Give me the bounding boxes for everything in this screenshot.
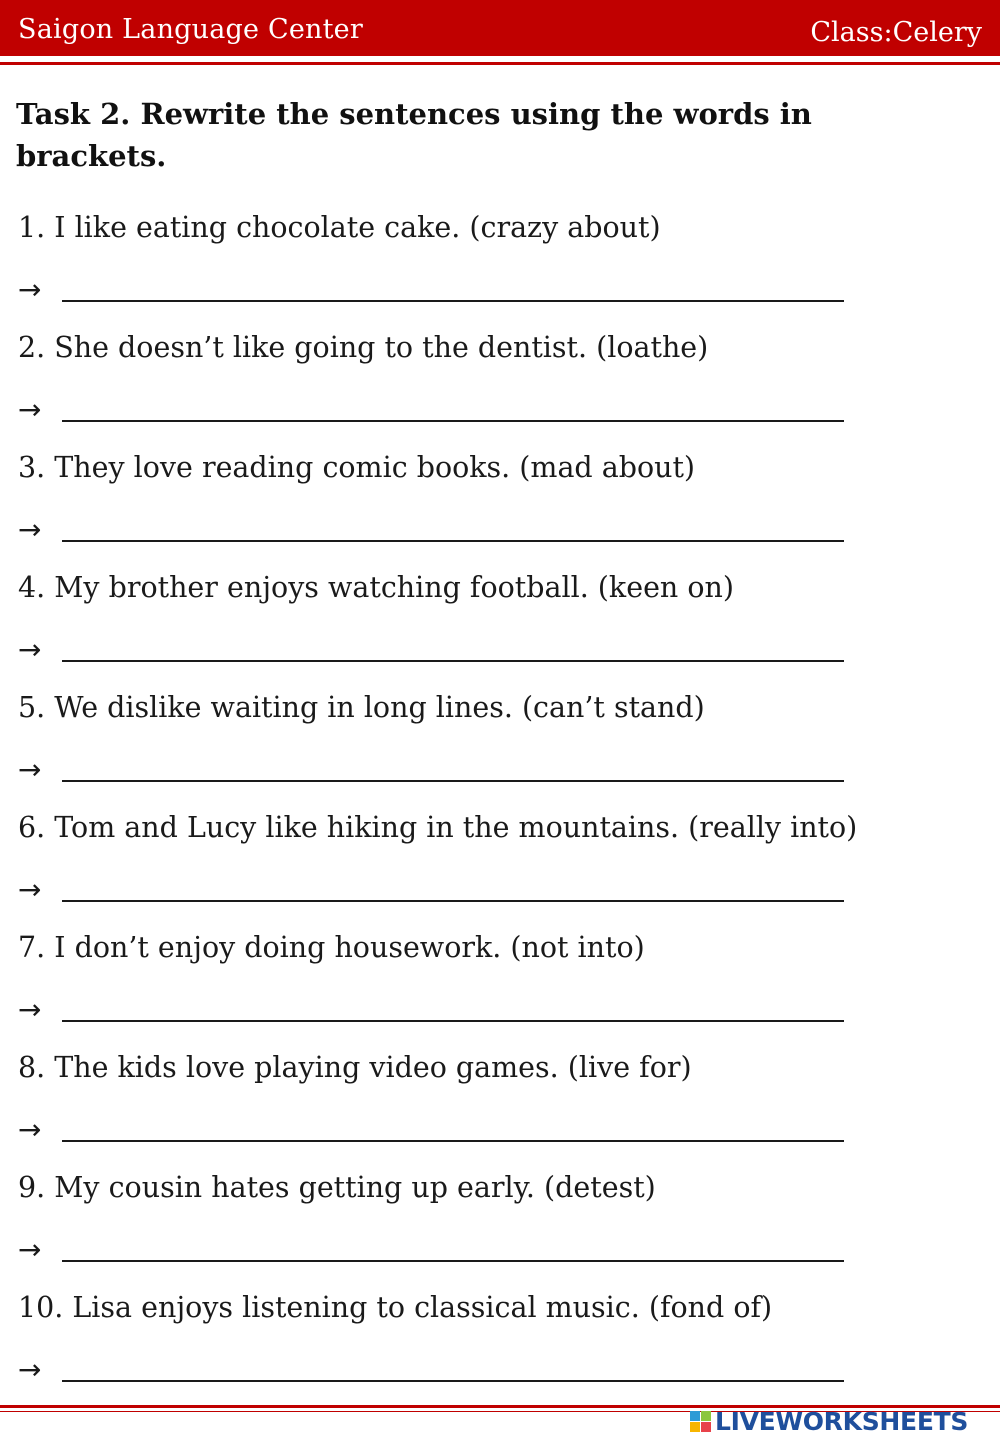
header-divider: [0, 62, 1000, 65]
question-text: 9. My cousin hates getting up early. (detest): [18, 1171, 656, 1204]
question-text: 3. They love reading comic books. (mad about): [18, 451, 696, 484]
liveworksheets-badge-icon: [690, 1411, 711, 1432]
question-text: 8. The kids love playing video games. (live for): [18, 1051, 692, 1084]
arrow-icon: →: [18, 1113, 42, 1146]
arrow-icon: →: [18, 273, 42, 306]
liveworksheets-wordmark: LIVEWORKSHEETS: [715, 1406, 969, 1436]
badge-square: [701, 1422, 711, 1432]
answer-line[interactable]: [62, 1380, 844, 1382]
school-name: Saigon Language Center: [18, 14, 363, 45]
arrow-icon: →: [18, 1353, 42, 1386]
answer-line[interactable]: [62, 420, 844, 422]
badge-square: [690, 1422, 700, 1432]
question-text: 6. Tom and Lucy like hiking in the mountains. (really into): [18, 811, 858, 844]
arrow-icon: →: [18, 873, 42, 906]
question-text: 7. I don’t enjoy doing housework. (not into): [18, 931, 645, 964]
arrow-icon: →: [18, 393, 42, 426]
arrow-icon: →: [18, 513, 42, 546]
badge-square: [701, 1411, 711, 1421]
arrow-icon: →: [18, 753, 42, 786]
question-text: 4. My brother enjoys watching football. (keen on): [18, 571, 734, 604]
answer-line[interactable]: [62, 300, 844, 302]
task-title: Task 2. Rewrite the sentences using the words in brackets.: [16, 97, 812, 173]
answer-line[interactable]: [62, 1260, 844, 1262]
class-label: Class:Celery: [810, 17, 982, 48]
answer-line[interactable]: [62, 540, 844, 542]
liveworksheets-logo[interactable]: [690, 1406, 968, 1436]
arrow-icon: →: [18, 633, 42, 666]
question-text: 2. She doesn’t like going to the dentist. (loathe): [18, 331, 709, 364]
answer-line[interactable]: [62, 1140, 844, 1142]
question-text: 1. I like eating chocolate cake. (crazy about): [18, 211, 661, 244]
header-bar: [0, 0, 1000, 56]
answer-line[interactable]: [62, 660, 844, 662]
answer-line[interactable]: [62, 1020, 844, 1022]
question-text: 10. Lisa enjoys listening to classical music. (fond of): [18, 1291, 773, 1324]
question-text: 5. We dislike waiting in long lines. (can’t stand): [18, 691, 705, 724]
answer-line[interactable]: [62, 780, 844, 782]
arrow-icon: →: [18, 993, 42, 1026]
answer-line[interactable]: [62, 900, 844, 902]
arrow-icon: →: [18, 1233, 42, 1266]
badge-square: [690, 1411, 700, 1421]
